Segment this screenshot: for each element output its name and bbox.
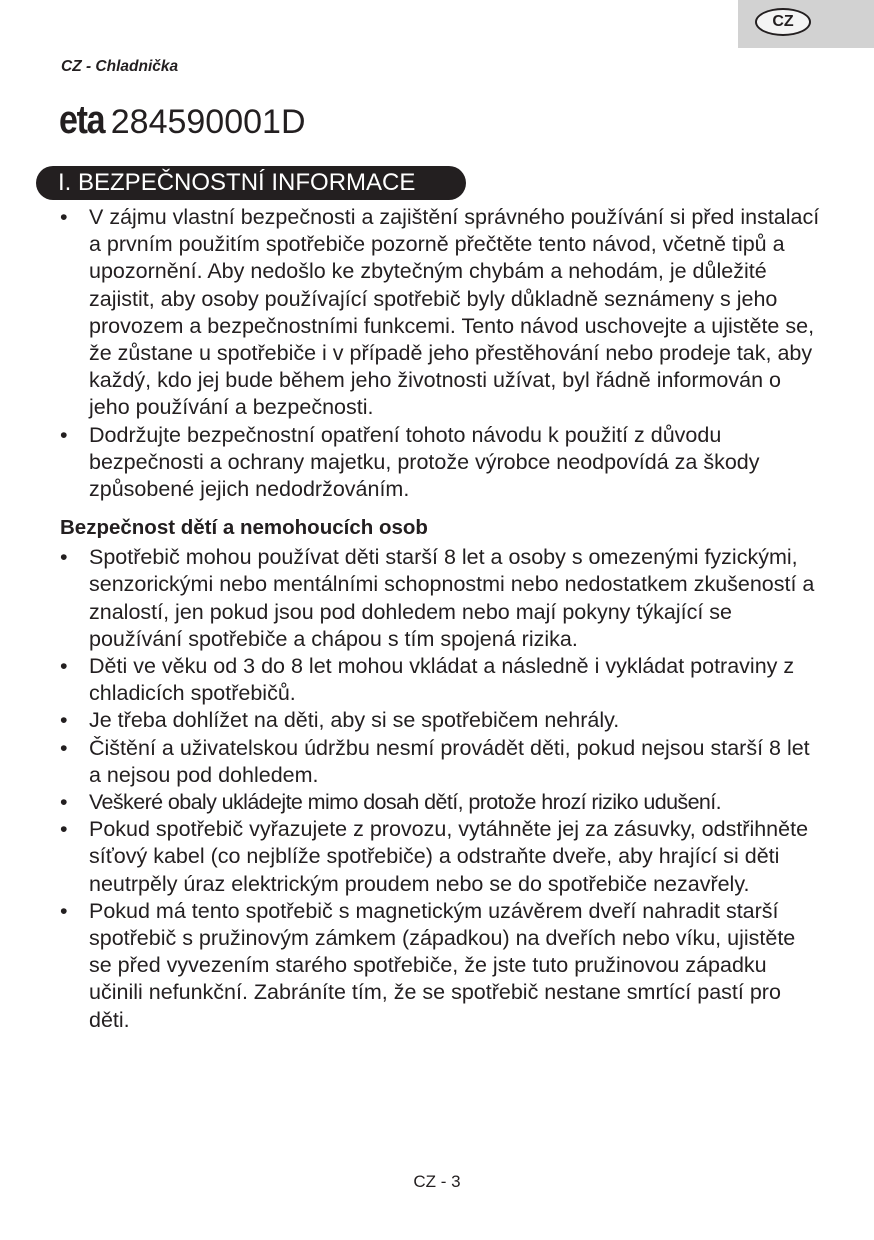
- language-tab: [738, 0, 874, 48]
- bullet-icon: •: [60, 545, 68, 570]
- list-item-text: Pokud spotřebič vyřazujete z provozu, vytáhněte jej za zásuvky, odstřihněte síťový kabel (co nejblíže spotřebiče) a odstraňte dveře, aby hrající si děti neutrpěly úraz elektrickým proudem nebo se do spotřebiče nezavřely.: [89, 817, 809, 896]
- list-item-text: Spotřebič mohou používat děti starší 8 let a osoby s omezenými fyzickými, senzorickými nebo mentálními schopnostmi nebo nedostatkem zkušeností a znalostí, jen pokud jsou pod dohledem nebo mají pokyny týkající se používání spotřebiče a chápou s tím spojená rizika.: [89, 545, 815, 651]
- list-item-text: Je třeba dohlížet na děti, aby si se spotřebičem nehrály.: [89, 708, 620, 733]
- child-safety-list: [60, 544, 820, 1034]
- subsection-title: Bezpečnost dětí a nemohoucích osob: [60, 516, 428, 540]
- brand-logo: eta: [59, 98, 105, 142]
- list-item: [60, 204, 820, 422]
- list-item: [60, 898, 820, 1034]
- list-item: [60, 789, 820, 816]
- bullet-icon: •: [60, 735, 68, 760]
- bullet-icon: •: [60, 817, 68, 842]
- language-badge: CZ: [755, 8, 811, 36]
- list-item-text: Čištění a uživatelskou údržbu nesmí provádět děti, pokud nejsou starší 8 let a nejsou pod dohledem.: [89, 735, 810, 787]
- list-item-text: Děti ve věku od 3 do 8 let mohou vkládat a následně i vykládat potraviny z chladicích spotřebičů.: [89, 654, 795, 706]
- list-item-text: V zájmu vlastní bezpečnosti a zajištění správného používání si před instalací a prvním použitím spotřebiče pozorně přečtěte tento návod, včetně tipů a upozornění. Aby nedošlo ke zbytečným chybám a nehodám, je důležité zajistit, aby osoby používající spotřebič byly důkladně seznámeny s jeho provozem a bezpečnostními funkcemi. Tento návod uschovejte a ujistěte se, že zůstane u spotřebiče i v případě jeho přestěhování nebo prodeje tak, aby každý, kdo jej bude během jeho životnosti užívat, byl řádně informován o jeho používání a bezpečnosti.: [89, 205, 820, 420]
- section-title: I. BEZPEČNOSTNÍ INFORMACE: [36, 166, 466, 200]
- page-number: CZ - 3: [413, 1172, 461, 1191]
- intro-list: [60, 204, 820, 503]
- list-item: [60, 544, 820, 653]
- list-item: [60, 422, 820, 504]
- list-item: [60, 653, 820, 707]
- header-label: CZ - Chladnička: [61, 58, 179, 75]
- model-number: 284590001D: [110, 103, 306, 141]
- list-item: [60, 816, 820, 898]
- list-item: [60, 707, 820, 734]
- list-item: [60, 735, 820, 789]
- bullet-icon: •: [60, 898, 68, 923]
- bullet-icon: •: [60, 654, 68, 679]
- bullet-icon: •: [60, 790, 67, 815]
- safety-content: [60, 204, 820, 1034]
- list-item-text: Pokud má tento spotřebič s magnetickým uzávěrem dveří nahradit starší spotřebič s pružinovým zámkem (západkou) na dveřích nebo víku, ujistěte se před vyvezením starého spotřebiče, že jste tuto pružinovou západku učinili nefunkční. Zabráníte tím, že se spotřebič nestane smrtící pastí pro děti.: [89, 898, 796, 1032]
- brand-line: [59, 96, 306, 153]
- list-item-text: Veškeré obaly ukládejte mimo dosah dětí, protože hrozí riziko udušení.: [89, 790, 722, 815]
- bullet-icon: •: [60, 422, 68, 447]
- bullet-icon: •: [60, 708, 68, 733]
- list-item-text: Dodržujte bezpečnostní opatření tohoto návodu k použití z důvodu bezpečnosti a ochrany majetku, protože výrobce neodpovídá za škody způsobené jejich nedodržováním.: [89, 422, 760, 502]
- bullet-icon: •: [60, 205, 68, 229]
